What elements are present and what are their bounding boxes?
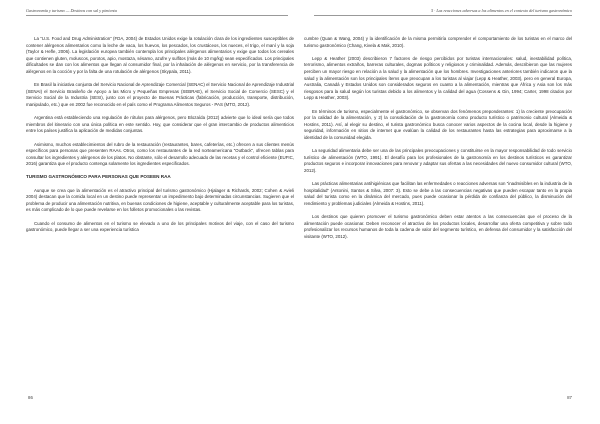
right-page	[300, 0, 600, 424]
running-head-left: Gastronomía y turismo — Destinos con sal y pimienta	[26, 8, 288, 16]
paragraph: En Brasil la iniciativa conjunta del Servicio Nacional de Aprendizaje Comercial (SENAC) el Servicio Nacional de Aprendizaje Industrial (SENAI) el Servicio Brasileño de Apoyo a las Micro y Pequeñas Empresas (SEBRAE), el Servicio Social de Comercio (SESC) y el Servicio Social de la Industria (SESI), junto con el proyecto de Buenas Prácticas (fabricación, producción, transporte, distribución, manipulado, etc.) que en 2002 fue reconocido en el país como el Programa Alimentos Seguros - PAS (MTO, 2012).	[26, 82, 294, 107]
paragraph: La “U.S. Food and Drug Administration” (FDA, 2004) de Estados Unidos exige la rotulación clara de los ingredientes susceptibles de contener alérgenos alimentarios como la leche de vaca, los huevos, los pescados, los crustáceos, los nueces, el trigo, el maní y la soja (Taylor & Hefle, 2006). La legislación europea también contempla los principales alérgenos alimentarios y exige que todos los cereales que contienen gluten, moluscos, porotos, apio, mostaza, sésamo, azufre y sulfitos (más de 10 mg/kg) sean especificados. Los principales dificultades se dan con los alimentos que llegan al consumidor final, por la inhalación de alérgenos en servicio, por la transferencia de alérgenos en la cocción y por la falta de una rotulación de alérgenos (Skypala, 2011).	[26, 36, 294, 74]
page-number-left: 86	[28, 395, 33, 400]
paragraph: Aunque se crea que la alimentación es el atractivo principal del turismo gastronómico (Hjalager & Richards, 2002; Cohen & Avieli 2004) destacan que la comida local en un destino puede representar un impedimento bajo determinadas circunstancias. Sugieren que el problema de producir una alimentación nutritiva, en buenas condiciones de higiene, aceptable y culturalmente aceptable para los turistas, es más complicado de lo que puede revelarse en los folletos promocionales o las revistas.	[26, 187, 294, 213]
page-number-right: 87	[567, 395, 572, 400]
left-body-text	[26, 36, 294, 234]
paragraph: Cuando el consumo de alimentos en el turismo se elevado a uno de los principales motivos del viaje, con el caso del turismo gastronómico, puede llegar a ser una experiencia turística	[26, 220, 294, 233]
paragraph: Lepp & Heather (2003) describieron 7 factores de riesgo percibidos por turistas internacionales: salud, inestabilidad política, terrorismo, alimentos extraños, barreras culturales, dogmas políticos y religiosos y criminalidad. Además, describieron que las mujeres perciben un mayor riesgo en relación a la salud y la alimentación que los hombres. Investigaciones anteriores también indicaron que la salud y la alimentación son los principales ítems que preocupan a los turistas al viajar (Lepp & Heather, 2003), pero en general Europa, Australia, Canadá y Estados Unidos son considerados seguros en cuanto a la alimentación, mientras que África y Asia son los más riesgosos para la salud según los turistas debido a los alimentos y la calidad del agua (Cossens & Gin, 1994; Carter, 1998 citados por Lepp & Heather, 2003).	[304, 55, 572, 101]
paragraph: En términos de turismo, especialmente el gastronómico, se observan dos fenómenos preponderantes: 1) la creciente preocupación por la calidad de la alimentación, y 2) la consolidación de la gastronomía como producto turístico o patrimonio cultural (Almeida & Hostins, 2011). Así, al elegir su destino, el turista gastronómico busca conocer varios aspectos de la cocina local, desde la higiene y seguridad, información en sitios de internet que evalúan la calidad de los restaurantes hasta las estrategias para aproximarse a la identidad de la comunidad elegida.	[304, 108, 572, 140]
paragraph: La seguridad alimentaria debe ser una de las principales preocupaciones y constituirse en la mayor responsabilidad de todo servicio turístico de alimentación (WTO, 1991). El desafío para los profesionales de la gastronomía en los destinos turísticos es garantizar productos seguros e incorporar innovaciones para renovar y adaptar sus ofertas a las necesidades del nuevo consumidor cultural (WTO, 2012).	[304, 148, 572, 173]
section-heading: TURISMO GASTRONÓMICO PARA PERSONAS QUE POSEEN RAA	[26, 174, 171, 180]
paragraph: Los destinos que quieren promover el turismo gastronómico deben estar atentos a las consecuencias que el proceso de la alimentación puede ocasionar. Deben reconocer el atractivo de los productos locales, desarrollar una oferta competitiva y sobre todo profesionalizar los recursos humanos de toda la cadena de valor del segmento turístico, en defensa del consumidor y la satisfacción del visitante (WTO, 2012).	[304, 214, 572, 239]
paragraph: Asimismo, muchos establecimientos del rubro de la restauración (restaurantes, bares, cafeterías, etc.) ofrecen a sus clientes menús específicos para personas que presenten RAAs. Otros, como los restaurantes de la red norteamericana “Outback”, ofrecen tablas para consultar los ingredientes y alérgenos de los platos. No obstante, sólo el desarrollo adecuado de las recetas y el control eficiente (EUFIC, 2016) garantiza que el producto contenga solamente los ingredientes especificados.	[26, 141, 294, 167]
running-head-right: 5 · Las reacciones adversas a los alimentos en el contexto del turismo gastronómico	[314, 8, 572, 16]
paragraph: Argentina está estableciendo una regulación de rótulos para alérgenos, pero Blozaída (2012) advierte que lo ideal sería que todos miembros del itinerario con una única política en este sentido. Hoy, que considerar que el gran intercambio de productos alimenticios entre los países justifica la aplicación de medidas conjuntas.	[26, 115, 294, 134]
right-body-text	[304, 36, 572, 240]
paragraph: Las prácticas alimentarias antihigiénicas que facilitan las enfermedades o reacciones adversas son “inadmisibles en la industria de la hospitalidad” (Antonini, Santos & Silva, 2007: 3). Esto se debe a las consecuencias negativas que pueden escapar tanto en la propia salud del turista como en la dinámica del mercado, pues puede ocasionar la pérdida de confianza del público, la disminución del rendimiento y problemas judiciales (Almeida & Hostins, 2011).	[304, 181, 572, 206]
paragraph: cumbre (Quan & Wang, 2004) y la identificación de la misma permitiría comprender el comportamiento de los turistas en el marco del turismo gastronómico (Chang, Kivela & Mak, 2010).	[304, 36, 572, 48]
